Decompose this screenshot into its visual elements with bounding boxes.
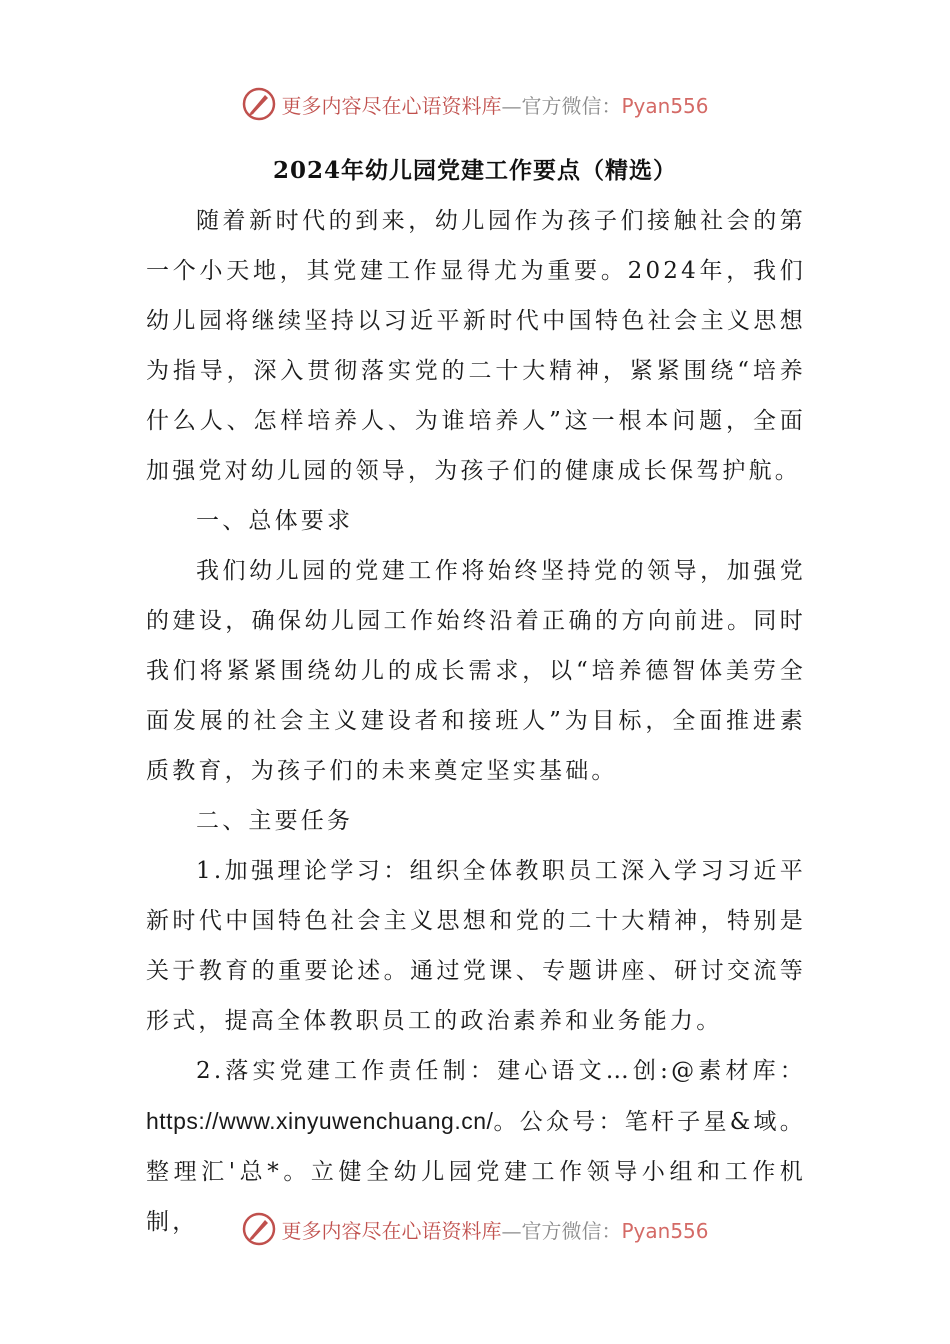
task-item-2-text-continued: 。公众号：笔杆子星&域。整理汇'总*。立健全幼儿园党建工作领导小组和工作机制，: [146, 1109, 806, 1235]
quill-logo-icon: [241, 1211, 277, 1247]
footer-watermark-banner: [0, 1209, 950, 1249]
section2-heading: 二、主要任务: [196, 808, 354, 834]
banner-dash: —: [501, 93, 522, 118]
banner-wechat-label: 官方微信：: [521, 93, 622, 118]
banner-dash: —: [501, 1218, 522, 1243]
quill-logo-icon: [241, 86, 277, 122]
banner-wechat-id: Pyan556: [621, 1218, 709, 1243]
task-item-2-text: 2.落实党建工作责任制：建心语文…创:@素材库：: [196, 1058, 806, 1084]
task-item-1: 1.加强理论学习：组织全体教职员工深入学习习近平新时代中国特色社会主义思想和党的二十大精神，特别是关于教育的重要论述。通过党课、专题讲座、研讨交流等形式，提高全体教职员工的政治素养和业务能力。: [146, 858, 806, 1034]
intro-paragraph: 随着新时代的到来，幼儿园作为孩子们接触社会的第一个小天地，其党建工作显得尤为重要。2024年，我们幼儿园将继续坚持以习近平新时代中国特色社会主义思想为指导，深入贯彻落实党的二十大精神，紧紧围绕“培养什么人、怎样培养人、为谁培养人”这一根本问题，全面加强党对幼儿园的领导，为孩子们的健康成长保驾护航。: [146, 208, 806, 484]
section1-heading: 一、总体要求: [196, 508, 354, 534]
banner-main-text: 更多内容尽在心语资料库: [281, 1218, 502, 1243]
banner-main-text: 更多内容尽在心语资料库: [281, 93, 502, 118]
banner-text: [281, 1215, 708, 1244]
banner-wechat-id: Pyan556: [621, 93, 709, 118]
banner-wechat-label: 官方微信：: [521, 1218, 622, 1243]
document-title: 2024年幼儿园党建工作要点（精选）: [272, 157, 677, 184]
document-body: [146, 196, 806, 1247]
banner-text: [281, 90, 708, 119]
section1-paragraph: 我们幼儿园的党建工作将始终坚持党的领导，加强党的建设，确保幼儿园工作始终沿着正确的方向前进。同时我们将紧紧围绕幼儿的成长需求，以“培养德智体美劳全面发展的社会主义建设者和接班人”为目标，全面推进素质教育，为孩子们的未来奠定坚实基础。: [146, 558, 806, 784]
header-watermark-banner: [0, 84, 950, 124]
website-link[interactable]: https://www.xinyuwenchuang.cn/: [146, 1108, 494, 1134]
